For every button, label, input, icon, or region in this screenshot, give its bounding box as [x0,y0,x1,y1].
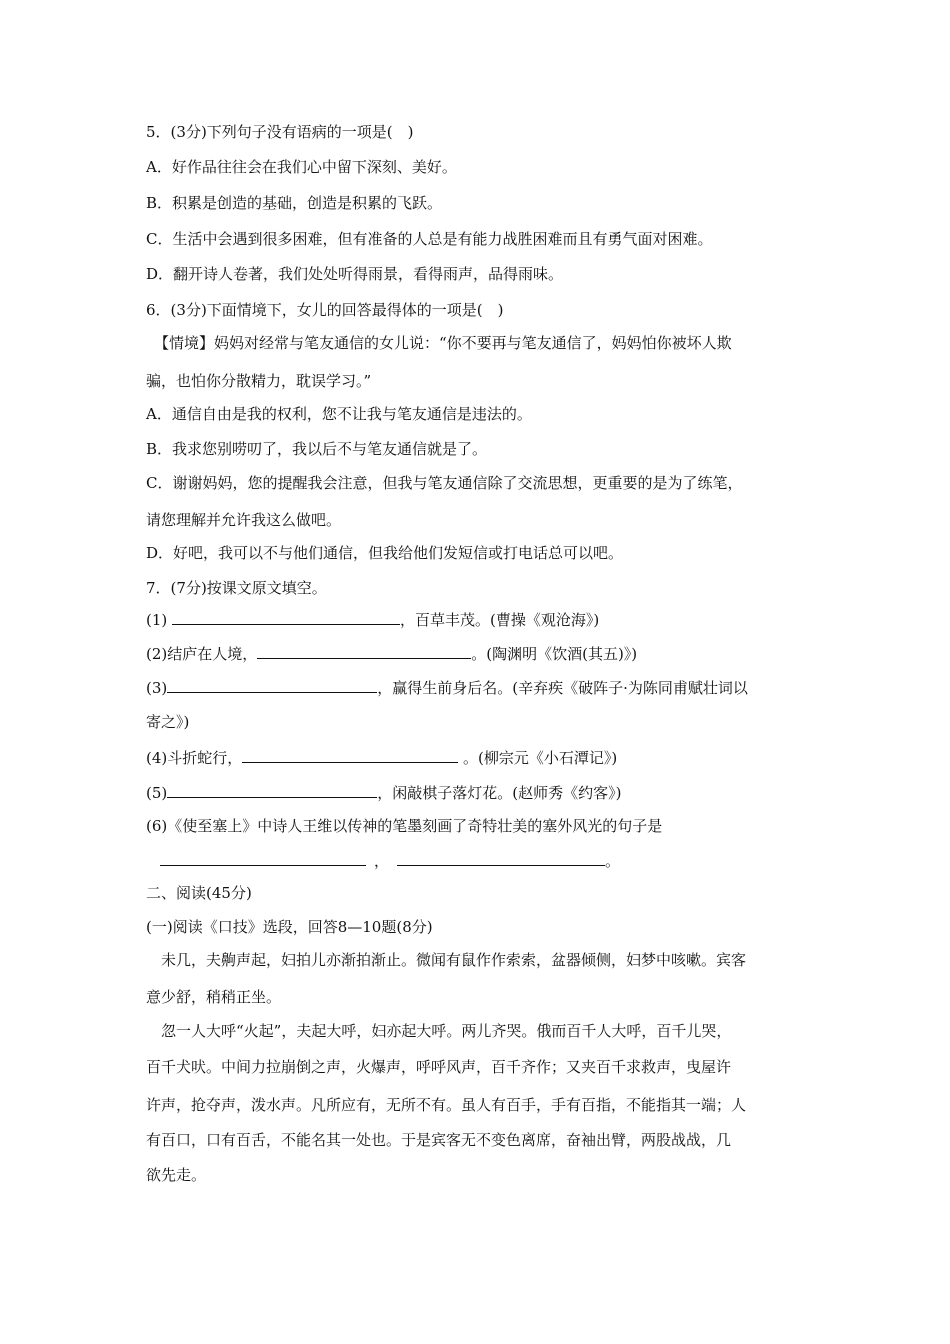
passage-paragraph-2-line-3: 许声，抢夺声，泼水声。凡所应有，无所不有。虽人有百手，手有百指，不能指其一端；人 [146,1096,747,1114]
question-7-item-6: (6)《使至塞上》中诗人王维以传神的笔墨刻画了奇特壮美的塞外风光的句子是 [146,817,663,835]
passage-paragraph-2-line-1: 忽一人大呼“火起”，夫起大呼，妇亦起大呼。两儿齐哭。俄而百千人大呼，百千儿哭， [146,1022,732,1040]
passage-paragraph-2-line-5: 欲先走。 [146,1166,207,1184]
fill-blank-2[interactable] [257,644,471,659]
question-7-item-2 [146,644,637,664]
fill-blank-6b[interactable] [397,851,605,866]
item-6-end: 。 [605,852,621,870]
fill-blank-5[interactable] [167,783,377,798]
fill-blank-6a[interactable] [160,851,366,866]
item-2-source: 。(陶渊明《饮酒(其五)》) [471,645,638,663]
fill-blank-3[interactable] [167,678,377,693]
passage-paragraph-2-line-4: 有百口，口有百舌，不能名其一处也。于是宾客无不变色离席，奋袖出臂，两股战战，几 [146,1131,732,1149]
item-3-label: (3) [146,679,168,697]
question-6-option-b: B．我求您别唠叨了，我以后不与笔友通信就是了。 [146,440,488,458]
question-6-context-line-1: 【情境】妈妈对经常与笔友通信的女儿说：“你不要再与笔友通信了，妈妈怕你被坏人欺 [154,334,732,352]
fill-blank-4[interactable] [242,748,458,763]
passage-paragraph-1-line-1: 未几，夫齁声起，妇拍儿亦渐拍渐止。微闻有鼠作作索索，盆器倾侧，妇梦中咳嗽。宾客 [146,951,747,969]
item-6-separator: ， [374,852,390,870]
question-7-item-3-continued: 寄之》) [146,713,190,731]
item-1-text: ，百草丰茂。(曹操《观沧海》) [400,611,600,629]
passage-paragraph-2-line-2: 百千犬吠。中间力拉崩倒之声，火爆声，呼呼风声，百千齐作；又夹百千求救声，曳屋许 [146,1058,732,1076]
item-1-label: (1) [146,611,173,629]
question-6-stem: 6．(3分)下面情境下，女儿的回答最得体的一项是( ) [146,301,504,319]
question-7-item-6-blanks [160,851,620,871]
passage-paragraph-1-line-2: 意少舒，稍稍正坐。 [146,988,282,1006]
question-5-stem: 5．(3分)下列句子没有语病的一项是( ) [146,123,414,141]
question-5-option-a: A．好作品往往会在我们心中留下深刻、美好。 [146,158,457,176]
question-5-option-c: C．生活中会遇到很多困难，但有准备的人总是有能力战胜困难而且有勇气面对困难。 [146,230,713,248]
fill-blank-1[interactable] [172,610,400,625]
item-5-text: ，闲敲棋子落灯花。(赵师秀《约客》) [377,784,622,802]
question-6-option-d: D．好吧，我可以不与他们通信，但我给他们发短信或打电话总可以吧。 [146,544,624,562]
item-5-label: (5) [146,784,168,802]
item-4-source: 。(柳宗元《小石潭记》) [458,749,618,767]
question-7-stem: 7．(7分)按课文原文填空。 [146,579,327,597]
question-7-item-3 [146,678,748,698]
question-7-item-1 [146,610,599,630]
question-6-context-line-2: 骗，也怕你分散精力，耽误学习。” [146,372,372,390]
item-3-text: ，赢得生前身后名。(辛弃疾《破阵子·为陈同甫赋壮词以 [377,679,748,697]
section-2-title: 二、阅读(45分) [146,884,252,902]
question-5 [146,122,414,142]
question-6-option-a: A．通信自由是我的权利，您不让我与笔友通信是违法的。 [146,405,532,423]
question-7-item-5 [146,783,621,803]
item-2-text: (2)结庐在人境， [146,645,258,663]
question-6-option-c-line-2: 请您理解并允许我这么做吧。 [146,511,342,529]
section-2-subsection-1-title: (一)阅读《口技》选段，回答8—10题(8分) [146,918,433,936]
question-5-option-b: B．积累是创造的基础，创造是积累的飞跃。 [146,194,443,212]
question-7-item-4 [146,748,617,768]
question-6-option-c-line-1: C．谢谢妈妈，您的提醒我会注意，但我与笔友通信除了交流思想，更重要的是为了练笔， [146,474,743,492]
item-4-text: (4)斗折蛇行， [146,749,243,767]
question-5-option-d: D．翻开诗人卷著，我们处处听得雨景，看得雨声，品得雨味。 [146,265,564,283]
